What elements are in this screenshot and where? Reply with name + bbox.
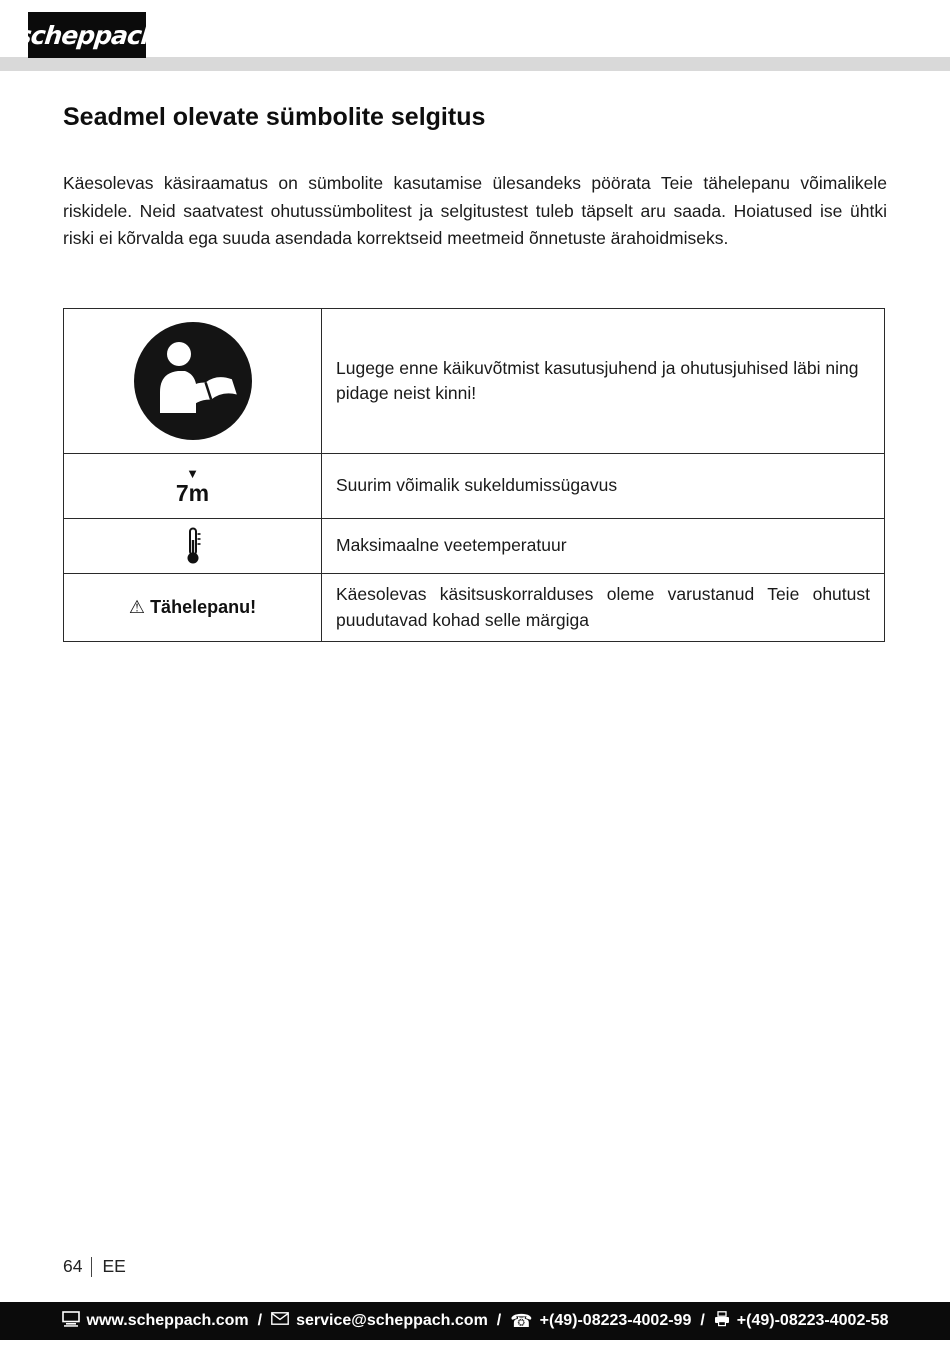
page-number-block [63,1256,126,1277]
contact-footer [0,1302,950,1340]
description-cell: Käesolevas käsitsuskorralduses oleme varustanud Teie ohutust puudutavad kohad selle märgiga [322,574,885,642]
symbol-cell [64,519,322,574]
page-header [0,0,950,72]
footer-phone: +(49)-08223-4002-99 [539,1312,692,1329]
intro-paragraph: Käesolevas käsiraamatus on sümbolite kasutamise ülesandeks pöörata Teie tähelepanu võimalikele riskidele. Neid saatvatest ohutussümbolitest ja selgitustest tuleb täpselt aru saada. Hoiatused ise ühtki riski ei kõrvalda ega suuda asendada korrektseid meetmeid õnnetuste ärahoidmiseks. [63,173,887,248]
footer-fax: +(49)-08223-4002-58 [736,1312,889,1329]
page-number-divider [91,1257,92,1277]
footer-website-segment [62,1311,249,1332]
footer-separator: / [257,1312,263,1329]
footer-fax-segment [714,1311,889,1332]
table-row [64,454,885,519]
language-code: EE [102,1256,126,1276]
symbol-cell [64,574,322,642]
description-cell: Maksimaalne veetemperatuur [322,519,885,574]
symbol-table [63,308,885,642]
max-depth-label: 7m [175,480,210,506]
symbol-cell [64,309,322,454]
footer-separator: / [700,1312,705,1329]
fax-icon [714,1311,730,1332]
footer-email-segment [271,1312,488,1330]
footer-email: service@scheppach.com [296,1312,488,1329]
page-number: 64 [63,1256,83,1276]
description-cell: Lugege enne käikuvõtmist kasutusjuhend ja ohutusjuhised läbi ning pidage neist kinni! [322,309,885,454]
scheppach-logo [15,12,159,58]
footer-separator: / [496,1312,502,1329]
email-icon [271,1312,289,1330]
table-row [64,574,885,642]
read-manual-icon [64,319,321,443]
page-title: Seadmel olevate sümbolite selgitus [63,103,486,131]
table-row [64,519,885,574]
table-row [64,309,885,454]
footer-website: www.scheppach.com [86,1312,249,1329]
computer-icon [62,1311,80,1332]
footer-phone-segment [510,1312,691,1330]
symbol-cell [64,454,322,519]
phone-icon: ☎ [510,1311,533,1331]
scheppach-logo-text: scheppach [15,20,159,50]
description-cell: Suurim võimalik sukeldumissügavus [322,454,885,519]
header-divider-band [0,57,950,71]
depth-triangle-icon: ▼ [186,466,199,481]
thermometer-icon [64,527,321,565]
attention-label: Tähelepanu! [150,597,257,617]
warning-triangle-icon: ⚠ [128,597,146,617]
